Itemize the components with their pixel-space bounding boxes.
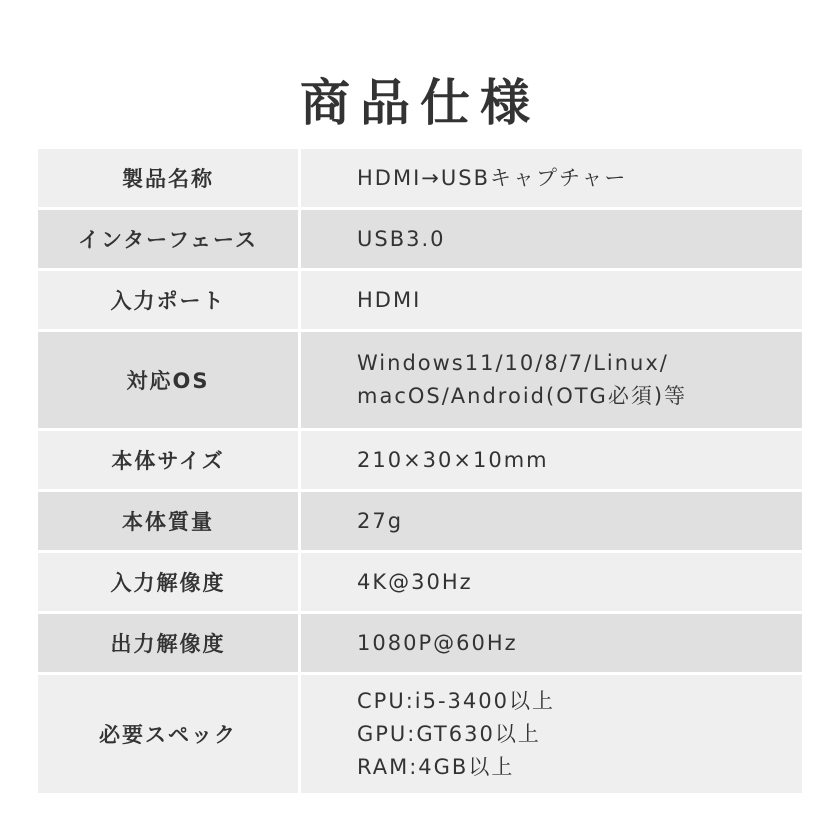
spec-row-input-port	[38, 271, 802, 329]
spec-label: 入力ポート	[38, 271, 298, 329]
spec-value	[301, 614, 802, 672]
spec-value-line: HDMI→USBキャプチャー	[357, 165, 628, 190]
spec-value	[301, 271, 802, 329]
spec-row-supported-os	[38, 332, 802, 428]
spec-value-line: USB3.0	[357, 226, 446, 251]
spec-value	[301, 332, 802, 428]
spec-value-line: RAM:4GB以上	[357, 754, 515, 779]
spec-value-line: 27g	[357, 508, 404, 533]
spec-table	[38, 149, 802, 796]
spec-row-input-resolution	[38, 553, 802, 611]
spec-value-line: Windows11/10/8/7/Linux/	[357, 351, 669, 375]
spec-row-product-name	[38, 149, 802, 207]
spec-row-body-weight	[38, 492, 802, 550]
spec-value-line: 4K@30Hz	[357, 569, 473, 594]
spec-row-interface	[38, 210, 802, 268]
spec-value-line: 1080P@60Hz	[357, 630, 518, 655]
spec-label: 製品名称	[38, 149, 298, 207]
spec-value-line: GPU:GT630以上	[357, 721, 541, 746]
spec-value-line: CPU:i5-3400以上	[357, 688, 555, 713]
spec-value	[301, 431, 802, 489]
spec-value-line: HDMI	[357, 287, 422, 312]
spec-label: 本体質量	[38, 492, 298, 550]
spec-label: 出力解像度	[38, 614, 298, 672]
spec-value	[301, 210, 802, 268]
spec-label: 対応OS	[38, 332, 298, 428]
spec-row-requirements	[38, 675, 802, 793]
page-title: 商品仕様	[300, 74, 540, 132]
spec-value	[301, 149, 802, 207]
spec-label: 本体サイズ	[38, 431, 298, 489]
spec-value	[301, 553, 802, 611]
spec-value	[301, 675, 802, 793]
spec-row-output-resolution	[38, 614, 802, 672]
spec-label: 入力解像度	[38, 553, 298, 611]
spec-value	[301, 492, 802, 550]
spec-value-line: macOS/Android(OTG必須)等	[357, 384, 688, 408]
spec-label: インターフェース	[38, 210, 298, 268]
spec-row-body-size	[38, 431, 802, 489]
spec-label: 必要スペック	[38, 675, 298, 793]
spec-value-line: 210×30×10mm	[357, 447, 549, 472]
